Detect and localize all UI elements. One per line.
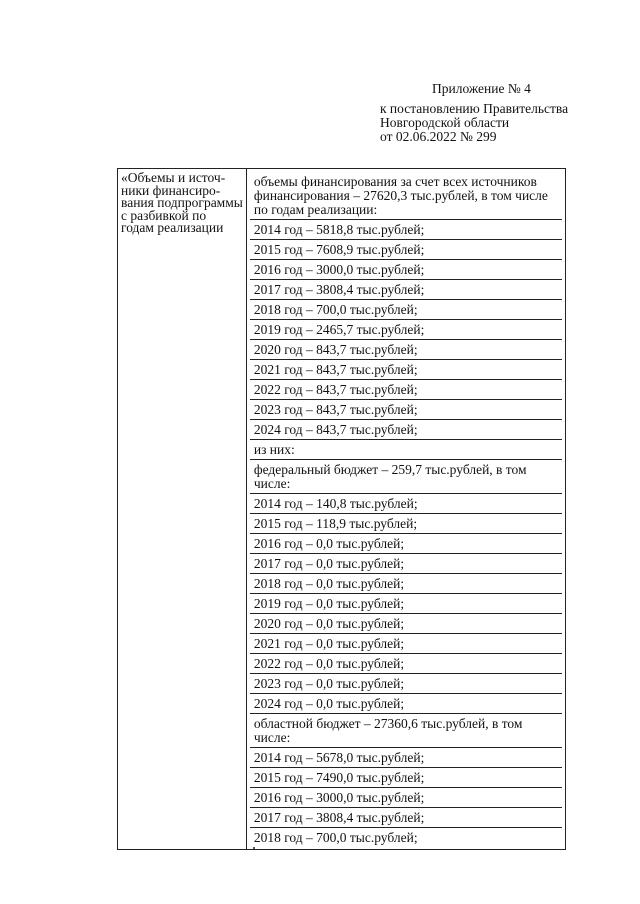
label-line: ники финансиро-	[121, 182, 221, 198]
entry-federal-2018: 2018 год – 0,0 тыс.рублей;	[250, 574, 562, 594]
entry-federal-2019: 2019 год – 0,0 тыс.рублей;	[250, 594, 562, 614]
entry-federal-2021: 2021 год – 0,0 тыс.рублей;	[250, 634, 562, 654]
entry-federal-intro: федеральный бюджет – 259,7 тыс.рублей, в том числе:	[250, 460, 562, 494]
table-row	[118, 169, 566, 850]
label-line: вания подпрограммы	[121, 195, 243, 210]
entry-federal-2020: 2020 год – 0,0 тыс.рублей;	[250, 614, 562, 634]
entry-total-2015: 2015 год – 7608,9 тыс.рублей;	[250, 240, 562, 260]
entry-federal-2014: 2014 год – 140,8 тыс.рублей;	[250, 494, 562, 514]
financing-label-cell	[118, 169, 247, 850]
entry-regional-2017: 2017 год – 3808,4 тыс.рублей;	[250, 808, 562, 828]
entry-federal-2023: 2023 год – 0,0 тыс.рублей;	[250, 674, 562, 694]
entry-total-2023: 2023 год – 843,7 тыс.рублей;	[250, 400, 562, 420]
entry-total-2020: 2020 год – 843,7 тыс.рублей;	[250, 340, 562, 360]
entry-federal-2017: 2017 год – 0,0 тыс.рублей;	[250, 554, 562, 574]
label-line: годам реализации	[121, 220, 224, 235]
entry-total-intro: объемы финансирования за счет всех источников финансирования – 27620,3 тыс.рублей, в том числе по годам реализации:	[250, 172, 562, 220]
entry-regional-intro: областной бюджет – 27360,6 тыс.рублей, в том числе:	[250, 714, 562, 748]
financing-table	[117, 168, 566, 850]
entry-total-2022: 2022 год – 843,7 тыс.рублей;	[250, 380, 562, 400]
appendix-line-region: Новгородской области	[380, 115, 510, 130]
entry-total-2016: 2016 год – 3000,0 тыс.рублей;	[250, 260, 562, 280]
entry-total-2024: 2024 год – 843,7 тыс.рублей;	[250, 420, 562, 440]
entry-federal-2024: 2024 год – 0,0 тыс.рублей;	[250, 694, 562, 714]
entry-total-2017: 2017 год – 3808,4 тыс.рублей;	[250, 280, 562, 300]
entry-regional-2014: 2014 год – 5678,0 тыс.рублей;	[250, 748, 562, 768]
scan-speck	[253, 847, 255, 849]
entry-federal-2015: 2015 год – 118,9 тыс.рублей;	[250, 514, 562, 534]
entry-regional-2016: 2016 год – 3000,0 тыс.рублей;	[250, 788, 562, 808]
appendix-line-date: от 02.06.2022 № 299	[380, 129, 497, 144]
entry-of-them: из них:	[250, 440, 562, 460]
appendix-line-resolution: к постановлению Правительства	[380, 101, 569, 116]
entry-regional-2015: 2015 год – 7490,0 тыс.рублей;	[250, 768, 562, 788]
appendix-title: Приложение № 4	[432, 81, 531, 96]
entry-total-2018: 2018 год – 700,0 тыс.рублей;	[250, 300, 562, 320]
label-line: с разбивкой по	[121, 207, 207, 223]
financing-content-cell	[246, 169, 565, 850]
entry-federal-2022: 2022 год – 0,0 тыс.рублей;	[250, 654, 562, 674]
entry-federal-2016: 2016 год – 0,0 тыс.рублей;	[250, 534, 562, 554]
entry-total-2021: 2021 год – 843,7 тыс.рублей;	[250, 360, 562, 380]
entry-total-2019: 2019 год – 2465,7 тыс.рублей;	[250, 320, 562, 340]
entry-total-2014: 2014 год – 5818,8 тыс.рублей;	[250, 220, 562, 240]
entry-regional-2018: 2018 год – 700,0 тыс.рублей;	[253, 830, 418, 845]
appendix-header	[380, 82, 630, 144]
label-line: «Объемы и источ-	[121, 170, 226, 185]
